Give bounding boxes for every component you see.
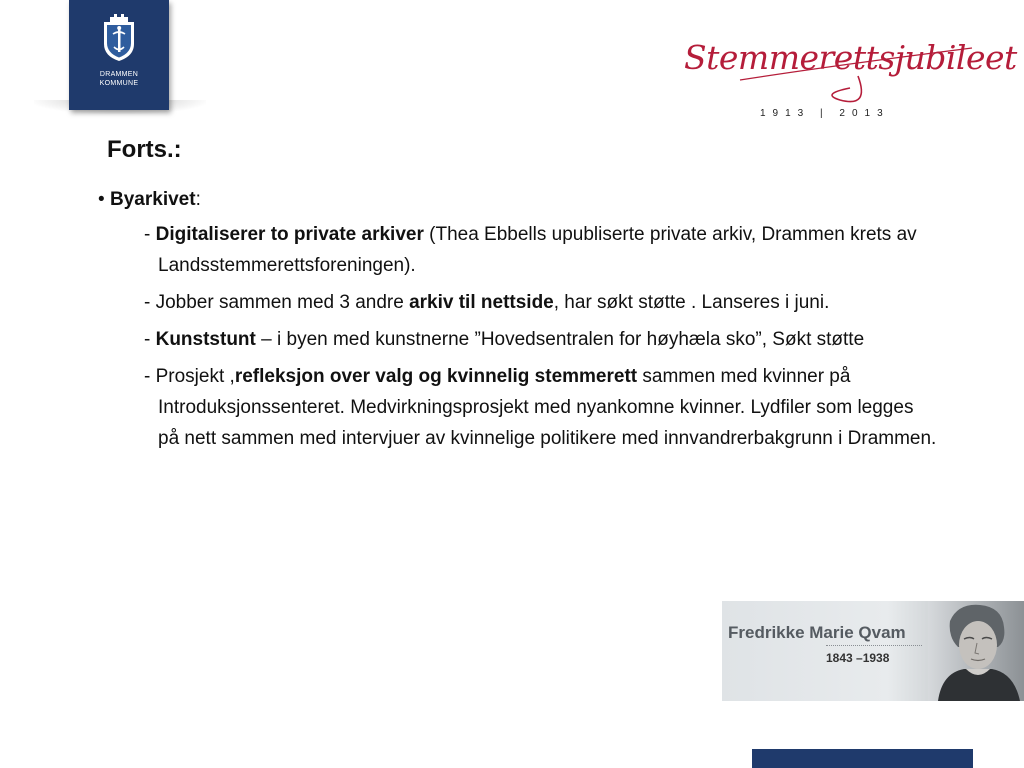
bullet-byarkivet: [98, 184, 938, 215]
sub-item-bold: arkiv til nettside: [409, 292, 554, 313]
sub-item-bold: refleksjon over valg og kvinnelig stemmerett: [234, 366, 638, 387]
sub-item-text: (Thea Ebbells upubliserte private arkiv, Drammen krets av Landsstemmerettsforeningen).: [158, 224, 917, 276]
sub-item-prefix: - Jobber sammen med 3 andre: [144, 292, 410, 313]
sub-item-bold: Digitaliserer to private arkiver: [155, 224, 424, 245]
jubileum-title: Stemmerettsjubileet: [684, 38, 1017, 77]
banner-years: 1843 –1938: [826, 651, 890, 665]
bullet-icon: •: [98, 189, 105, 210]
jubileum-swash-icon: [680, 36, 980, 106]
slide-title: Forts.:: [107, 136, 182, 163]
banner-name: Fredrikke Marie Qvam: [728, 623, 906, 642]
slide-content: [98, 184, 938, 460]
sub-item-prefix: -: [144, 224, 156, 245]
sub-item-nettside: [144, 287, 938, 318]
portrait-image: [928, 601, 1024, 701]
drammen-kommune-logo: [69, 0, 169, 110]
stemmerettsjubileet-logo: [680, 36, 1017, 126]
sub-item-prefix: - Prosjekt ,: [144, 366, 235, 387]
logo-line-1: DRAMMEN: [99, 71, 139, 78]
sub-item-text: sammen med kvinner på Introduksjonssenteret. Medvirkningsprosjekt med nyankomne kvinner. Lydfiler som legges på nett sammen med intervjuer av kvinnelige politikere med innvandrerbakgrunn i Drammen.: [158, 366, 937, 449]
jubileum-years: 1913 | 2013: [760, 108, 890, 119]
sub-item-bold: Kunststunt: [155, 329, 256, 350]
sub-item-prefix: -: [144, 329, 156, 350]
footer-bar: [752, 749, 973, 768]
sub-item-digitalisering: [144, 219, 938, 281]
sub-item-text: – i byen med kunstnerne ”Hovedsentralen for høyhæla sko”, Søkt støtte: [255, 329, 865, 350]
bullet-suffix: :: [195, 189, 201, 210]
drammen-crest-icon: [101, 14, 137, 62]
sub-item-prosjekt: [144, 361, 938, 454]
logo-line-2: KOMMUNE: [99, 80, 139, 87]
sub-item-kunststunt: [144, 324, 938, 355]
banner-divider: [826, 645, 922, 647]
portrait-banner: [722, 601, 1024, 701]
logo-text: [69, 70, 169, 88]
sub-item-text: , har søkt støtte . Lanseres i juni.: [553, 292, 830, 313]
bullet-label: Byarkivet: [110, 189, 196, 210]
